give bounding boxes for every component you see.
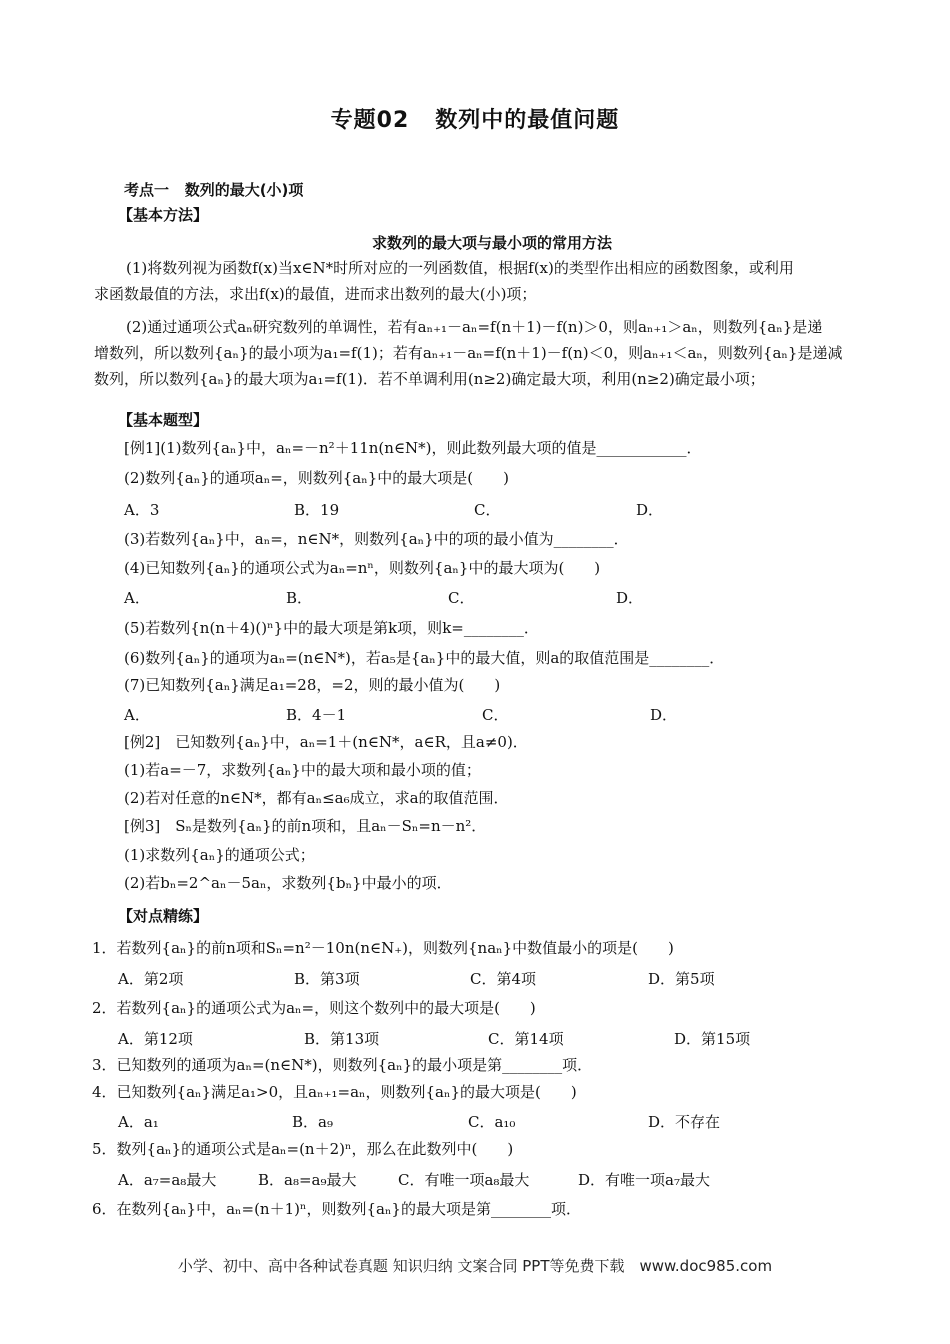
- option-b: B．: [286, 589, 313, 607]
- practice-q6: 6．在数列{aₙ}中，aₙ=(n＋1)ⁿ，则数列{aₙ}的最大项是第________项．: [92, 1200, 581, 1218]
- footer-text: 小学、初中、高中各种试卷真题 知识归纳 文案合同 PPT等免费下载 www.doc985.com: [177, 1257, 773, 1275]
- option-a: A．第12项: [118, 1030, 193, 1048]
- option-d: D．: [650, 706, 678, 724]
- practice-header: 【对点精练】: [118, 907, 209, 925]
- option-d: D．不存在: [648, 1113, 721, 1131]
- method-subtitle: 求数列的最大项与最小项的常用方法: [371, 234, 612, 252]
- example3-question: [例3] Sₙ是数列{aₙ}的前n项和，且aₙ－Sₙ=n－n²．: [124, 817, 487, 835]
- option-a: A．3: [124, 501, 160, 519]
- option-c: C．第14项: [488, 1030, 564, 1048]
- example1-q7: (7)已知数列{aₙ}满足a₁=28，=2，则的最小值为( ): [124, 676, 501, 694]
- page-title: [0, 103, 950, 134]
- example2-part1: (1)若a=－7，求数列{aₙ}中的最大项和最小项的值；: [124, 761, 481, 779]
- option-b: B．第13项: [304, 1030, 380, 1048]
- section-name: 数列的最大(小)项: [184, 181, 304, 199]
- example3-part2: (2)若bₙ=2^aₙ－5aₙ，求数列{bₙ}中最小的项．: [124, 874, 452, 892]
- option-a: A．: [124, 589, 150, 607]
- option-c: C．: [482, 706, 509, 724]
- option-b: B．a₉: [292, 1113, 333, 1131]
- basic-header: 【基本题型】: [118, 411, 209, 429]
- option-c: C．a₁₀: [468, 1113, 516, 1131]
- practice-q5: 5．数列{aₙ}的通项公式是aₙ=(n＋2)ⁿ，那么在此数列中( ): [92, 1140, 514, 1158]
- option-c: C．第4项: [470, 970, 537, 988]
- option-d: D．: [636, 501, 664, 519]
- example1-q1: [例1](1)数列{aₙ}中，aₙ=－n²＋11n(n∈N*)，则此数列最大项的值是____________．: [124, 439, 702, 457]
- method-header: 【基本方法】: [118, 206, 209, 224]
- practice-q1: 1．若数列{aₙ}的前n项和Sₙ=n²－10n(n∈N₊)，则数列{naₙ}中数值最小的项是( ): [92, 939, 674, 957]
- option-a: A．a₁: [118, 1113, 159, 1131]
- method-line: (2)通过通项公式aₙ研究数列的单调性，若有aₙ₊₁－aₙ=f(n＋1)－f(n)＞0，则aₙ₊₁＞aₙ，则数列{aₙ}是递: [126, 318, 823, 336]
- practice-q3: 3．已知数列的通项为aₙ=(n∈N*)，则数列{aₙ}的最小项是第________项．: [92, 1056, 593, 1074]
- option-d: D．第5项: [648, 970, 715, 988]
- example1-q2: (2)数列{aₙ}的通项aₙ=，则数列{aₙ}中的最大项是( ): [124, 469, 509, 487]
- example1-q6: (6)数列{aₙ}的通项为aₙ=(n∈N*)，若a₅是{aₙ}中的最大值，则a的取值范围是________．: [124, 649, 725, 667]
- method-line: 求函数最值的方法，求出f(x)的最值，进而求出数列的最大(小)项；: [94, 285, 537, 303]
- title-text: 数列中的最值问题: [435, 108, 620, 133]
- option-c: C．: [474, 501, 501, 519]
- example3-part1: (1)求数列{aₙ}的通项公式；: [124, 846, 315, 864]
- example1-q3: (3)若数列{aₙ}中，aₙ=，n∈N*，则数列{aₙ}中的项的最小值为________．: [124, 530, 629, 548]
- practice-q4: 4．已知数列{aₙ}满足a₁>0，且aₙ₊₁=aₙ，则数列{aₙ}的最大项是( ): [92, 1083, 577, 1101]
- practice-q2: 2．若数列{aₙ}的通项公式为aₙ=，则这个数列中的最大项是( ): [92, 999, 536, 1017]
- option-d: D．第15项: [674, 1030, 751, 1048]
- option-a: A．第2项: [118, 970, 184, 988]
- example2-question: [例2] 已知数列{aₙ}中，aₙ=1＋(n∈N*，a∈R，且a≠0)．: [124, 733, 528, 751]
- method-line: (1)将数列视为函数f(x)当x∈N*时所对应的一列函数值，根据f(x)的类型作出相应的函数图象，或利用: [126, 259, 794, 277]
- example2-part2: (2)若对任意的n∈N*，都有aₙ≤a₆成立，求a的取值范围．: [124, 789, 509, 807]
- section-heading: [124, 180, 303, 200]
- example1-q4: (4)已知数列{aₙ}的通项公式为aₙ=nⁿ，则数列{aₙ}中的最大项为( ): [124, 559, 601, 577]
- section-label: 考点一: [124, 181, 170, 199]
- option-a: A．a₇=a₈最大: [118, 1171, 217, 1189]
- method-line: 增数列，所以数列{aₙ}的最小项为a₁=f(1)；若有aₙ₊₁－aₙ=f(n＋1)－f(n)＜0，则aₙ₊₁＜aₙ，则数列{aₙ}是递减: [94, 344, 843, 362]
- option-d: D．有唯一项a₇最大: [578, 1171, 710, 1189]
- option-a: A．: [124, 706, 150, 724]
- option-c: C．有唯一项a₈最大: [398, 1171, 530, 1189]
- option-b: B．19: [294, 501, 340, 519]
- example1-q5: (5)若数列{n(n＋4)()ⁿ}中的最大项是第k项，则k=________．: [124, 619, 539, 637]
- method-line: 数列，所以数列{aₙ}的最大项为a₁=f(1)．若不单调利用(n≥2)确定最大项，利用(n≥2)确定最小项；: [94, 370, 765, 388]
- option-b: B．4－1: [286, 706, 347, 724]
- option-b: B．第3项: [294, 970, 360, 988]
- option-c: C．: [448, 589, 475, 607]
- title-number: 专题02: [330, 108, 410, 133]
- option-d: D．: [616, 589, 644, 607]
- option-b: B．a₈=a₉最大: [258, 1171, 357, 1189]
